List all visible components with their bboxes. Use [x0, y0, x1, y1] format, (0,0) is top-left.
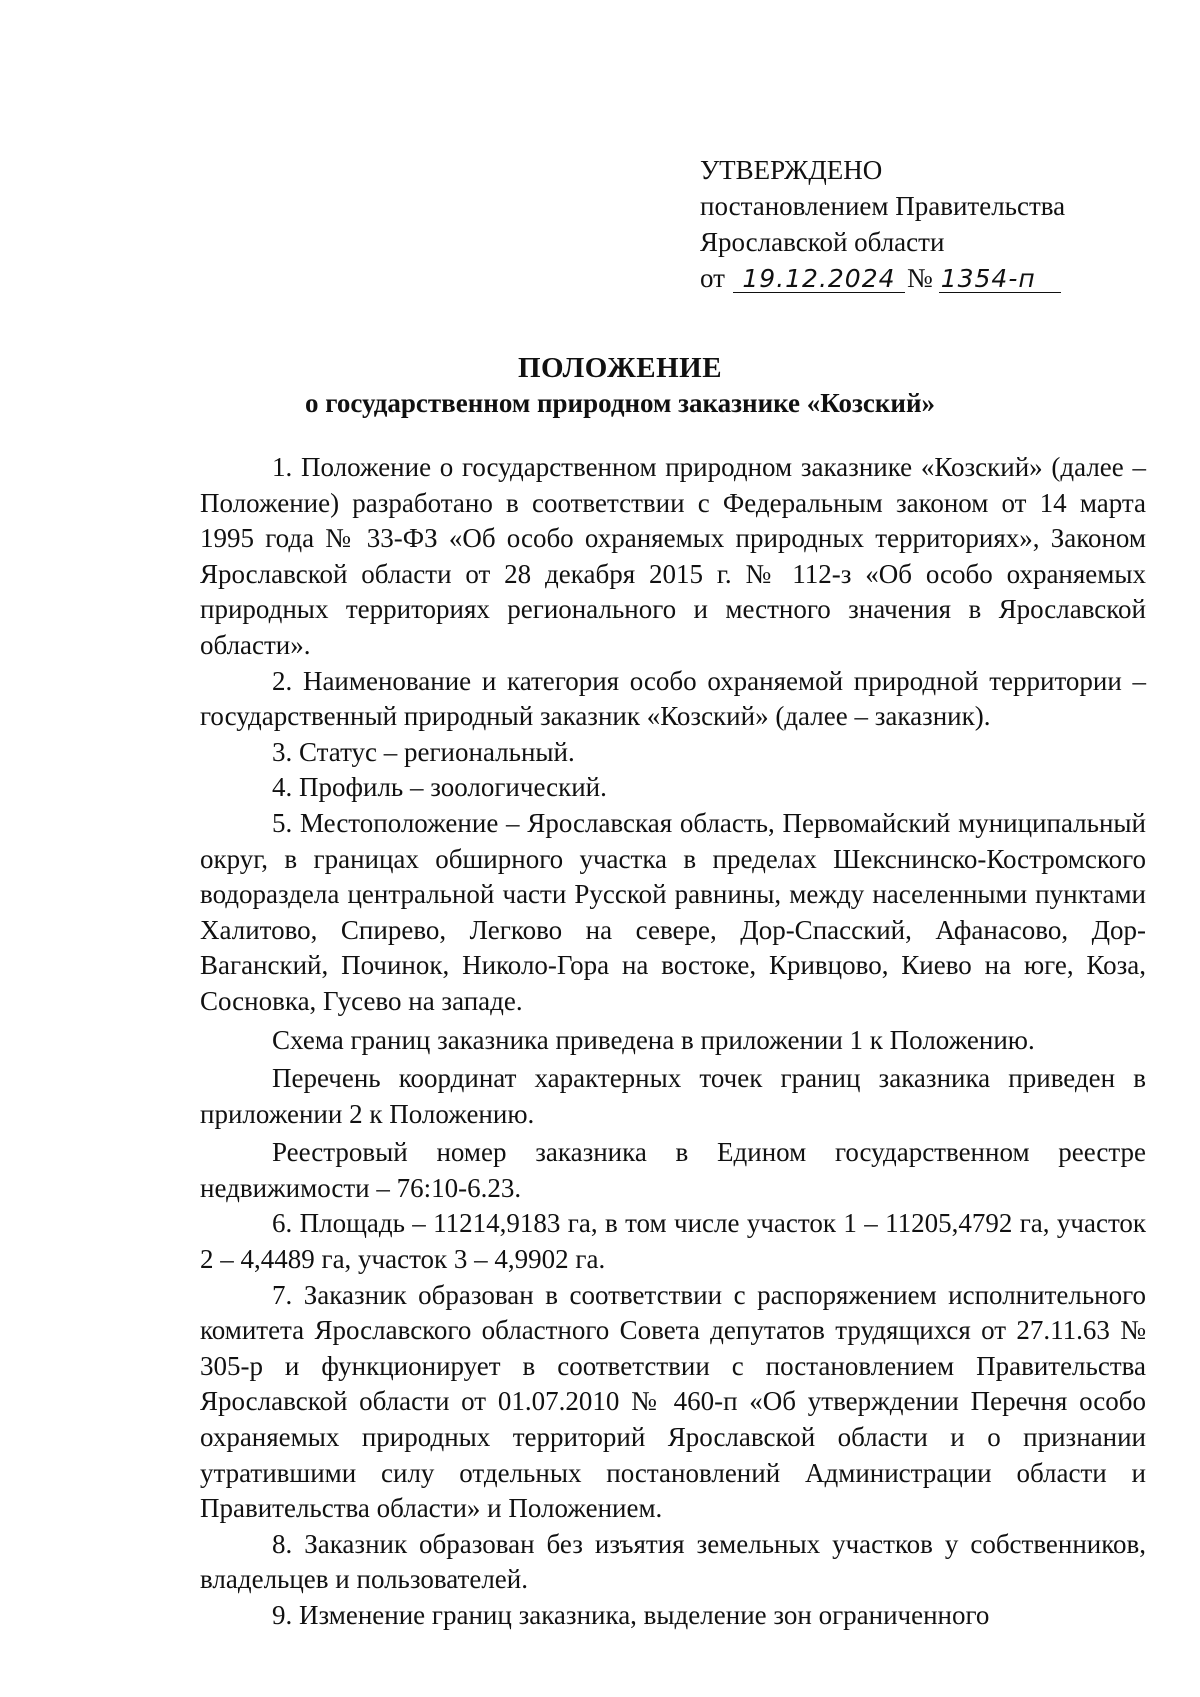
document-body	[200, 450, 1146, 1634]
paragraph-8: 8. Заказник образован без изъятия земельных участков у собственников, владельцев и пользователей.	[200, 1528, 1146, 1595]
paragraph-7: 7. Заказник образован в соответствии с распоряжением исполнительного комитета Ярославского областного Совета депутатов трудящихся от 27.11.63 № 305-р и функционирует в соответствии с постановлением Правительства Ярославской области от 01.07.2010 № 460-п «Об утверждении Перечня особо охраняемых природных территорий Ярославской области и о признании утратившими силу отдельных постановлений Администрации области и Правительства области» и Положением.	[200, 1279, 1146, 1524]
paragraph-1: 1. Положение о государственном природном заказнике «Козский» (далее – Положение) разработано в соответствии с Федеральным законом от 14 марта 1995 года № 33-ФЗ «Об особо охраняемых природных территориях», Законом Ярославской области от 28 декабря 2015 г. № 112-з «Об особо охраняемых природных территориях регионального и местного значения в Ярославской области».	[200, 452, 1146, 660]
approval-date-line	[700, 260, 1120, 296]
approval-heading: УТВЕРЖДЕНО	[700, 155, 883, 185]
paragraph-5-registry: Реестровый номер заказника в Едином государственном реестре недвижимости – 76:10-6.23.	[200, 1137, 1146, 1203]
paragraph-3: 3. Статус – региональный.	[272, 736, 575, 767]
paragraph-2: 2. Наименование и категория особо охраняемой природной территории – государственный природный заказник «Козский» (далее – заказник).	[200, 665, 1146, 732]
paragraph-4: 4. Профиль – зоологический.	[272, 772, 607, 803]
paragraph-5: 5. Местоположение – Ярославская область, Первомайский муниципальный округ, в границах обширного участка в пределах Шекснинско-Костромского водораздела центральной части Русской равнины, между населенными пунктами Халитово, Спирево, Легково на севере, Дор-Спасский, Афанасово, Дор-Ваганский, Починок, Николо-Гора на востоке, Кривцово, Киево на юге, Коза, Сосновка, Гусево на западе.	[200, 807, 1146, 1016]
paragraph-9: 9. Изменение границ заказника, выделение зон ограниченного	[272, 1600, 990, 1630]
paragraph-5-scheme: Схема границ заказника приведена в приложении 1 к Положению.	[272, 1024, 1035, 1055]
approval-stamp	[700, 152, 1120, 296]
approval-line-2: Ярославской области	[700, 227, 945, 257]
handwritten-number: 1354-п	[939, 266, 1061, 293]
date-prefix: от	[700, 263, 725, 293]
document-subtitle: о государственном природном заказнике «Козский»	[304, 388, 936, 418]
paragraph-5-coordinates: Перечень координат характерных точек границ заказника приведен в приложении 2 к Положению.	[200, 1063, 1146, 1129]
handwritten-date: 19.12.2024	[733, 266, 905, 293]
paragraph-6: 6. Площадь – 11214,9183 га, в том числе участок 1 – 11205,4792 га, участок 2 – 4,4489 га, участок 3 – 4,9902 га.	[200, 1208, 1146, 1275]
number-sign: №	[906, 263, 933, 293]
approval-line-1: постановлением Правительства	[700, 191, 1066, 221]
document-title: ПОЛОЖЕНИЕ	[517, 352, 723, 384]
